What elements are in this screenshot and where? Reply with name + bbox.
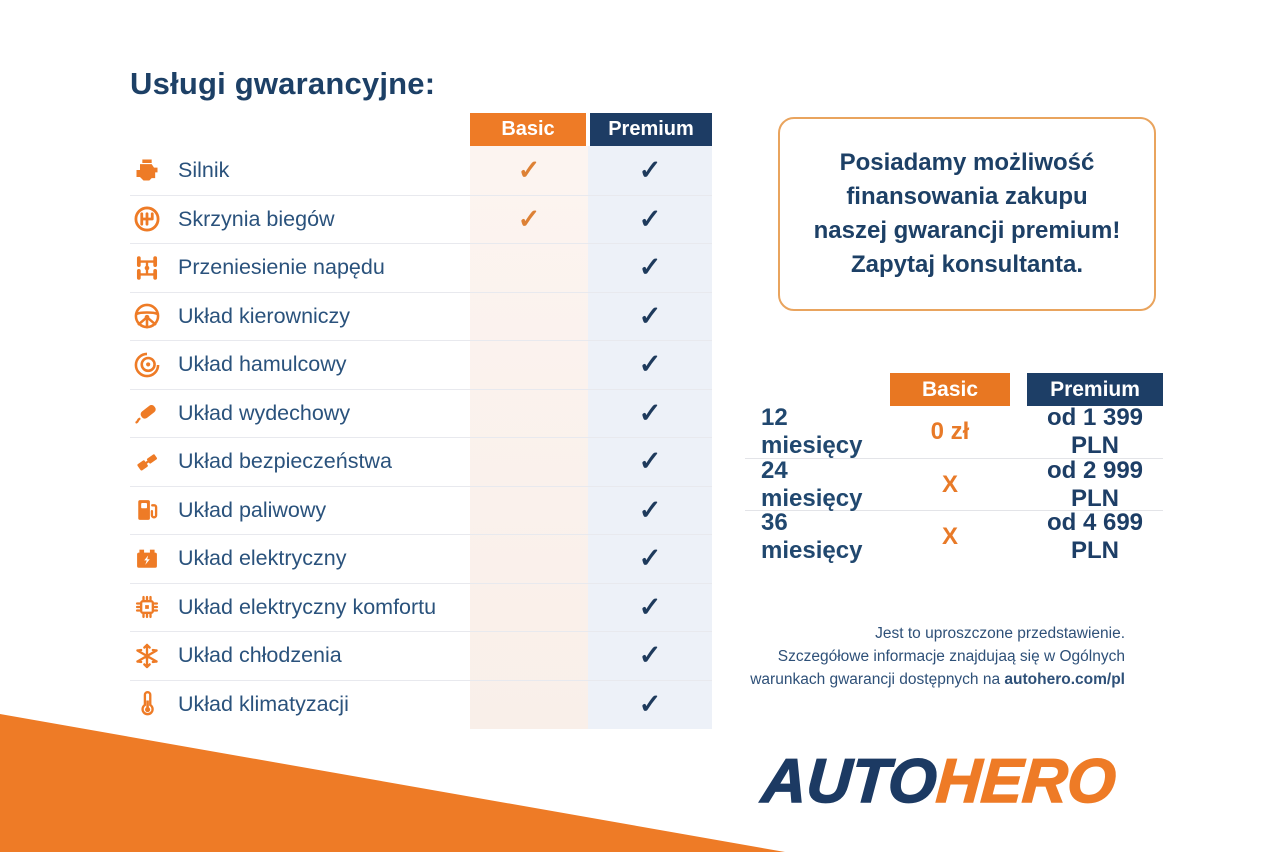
premium-checkmark: ✓ (638, 300, 662, 331)
basic-column-header: Basic (470, 113, 586, 146)
page-title: Usługi gwarancyjne: (130, 66, 436, 101)
pricing-header-row (890, 373, 1163, 406)
row-label: Przeniesienie napędu (178, 255, 385, 280)
premium-checkmark: ✓ (638, 203, 662, 234)
premium-checkmark: ✓ (638, 688, 662, 719)
row-label: Układ elektryczny komfortu (178, 594, 437, 619)
logo-part-auto: AUTO (759, 747, 939, 816)
pricing-premium-value: od 2 999 PLN (1046, 456, 1144, 512)
premium-checkmark: ✓ (638, 154, 662, 185)
pricing-basic-value: X (941, 522, 958, 550)
table-row (130, 534, 712, 583)
disclaimer-line: warunkach gwarancji dostępnych na autohero.com/pl (750, 671, 1125, 688)
autohero-logo (760, 746, 1119, 817)
logo-part-hero: HERO (934, 747, 1119, 816)
premium-checkmark: ✓ (638, 494, 662, 525)
disclaimer-line: Szczegółowe informacje znajdujaą się w Ogólnych (777, 648, 1125, 665)
basic-checkmark: ✓ (517, 203, 541, 234)
pricing-basic-value: X (941, 470, 958, 498)
promo-line: finansowania zakupu (846, 183, 1088, 210)
basic-checkmark: ✓ (517, 154, 541, 185)
premium-checkmark: ✓ (638, 591, 662, 622)
table-row (130, 486, 712, 535)
pricing-period: 24 miesięcy (761, 456, 863, 512)
pricing-row (745, 458, 1163, 510)
fuel-pump-icon (132, 495, 162, 525)
premium-column-header: Premium (588, 113, 712, 146)
row-label: Układ chłodzenia (178, 643, 342, 668)
promo-line: Posiadamy możliwość (839, 149, 1095, 176)
table-row (130, 340, 712, 389)
premium-checkmark: ✓ (638, 446, 662, 477)
pricing-period: 12 miesięcy (761, 404, 863, 459)
exhaust-icon (132, 398, 162, 428)
row-label: Układ bezpieczeństwa (178, 449, 392, 474)
table-row (130, 292, 712, 341)
disclaimer-text (725, 622, 1125, 691)
premium-checkmark: ✓ (638, 252, 662, 283)
engine-icon (132, 155, 162, 185)
promo-line: Zapytaj konsultanta. (850, 251, 1084, 278)
pricing-table (745, 373, 1163, 562)
pricing-row (745, 406, 1163, 458)
disclaimer-line: Jest to uproszczone przedstawienie. (875, 625, 1125, 642)
chip-icon (132, 592, 162, 622)
financing-promo-box (778, 117, 1156, 311)
row-label: Układ hamulcowy (178, 352, 347, 377)
premium-checkmark: ✓ (638, 349, 662, 380)
row-label: Układ kierowniczy (178, 303, 351, 328)
pricing-basic-value: 0 zł (930, 418, 970, 445)
pricing-premium-header: Premium (1027, 373, 1163, 406)
row-label: Układ elektryczny (178, 546, 347, 571)
thermometer-icon (132, 689, 162, 719)
table-row (130, 243, 712, 292)
orange-corner-shape (0, 714, 785, 852)
pricing-basic-header: Basic (890, 373, 1010, 406)
pricing-period: 36 miesięcy (761, 508, 863, 564)
table-row (130, 195, 712, 244)
row-label: Układ klimatyzacji (178, 691, 349, 716)
premium-checkmark: ✓ (638, 397, 662, 428)
drivetrain-icon (132, 253, 162, 283)
pricing-premium-value: od 1 399 PLN (1046, 404, 1144, 459)
table-row (130, 680, 712, 729)
website-url: autohero.com/pl (1004, 671, 1125, 688)
pricing-row (745, 510, 1163, 562)
brake-icon (132, 350, 162, 380)
promo-line: naszej gwarancji premium! (813, 217, 1121, 244)
gearbox-icon (132, 204, 162, 234)
premium-checkmark: ✓ (638, 543, 662, 574)
seatbelt-icon (132, 447, 162, 477)
steering-wheel-icon (132, 301, 162, 331)
table-row (130, 437, 712, 486)
pricing-premium-value: od 4 699 PLN (1046, 508, 1144, 564)
row-label: Układ wydechowy (178, 400, 351, 425)
row-label: Skrzynia biegów (178, 206, 335, 231)
premium-checkmark: ✓ (638, 640, 662, 671)
table-row (130, 146, 712, 195)
table-row (130, 631, 712, 680)
table-row (130, 583, 712, 632)
row-label: Silnik (178, 157, 230, 182)
row-label: Układ paliwowy (178, 497, 327, 522)
snowflake-icon (132, 641, 162, 671)
table-row (130, 389, 712, 438)
warranty-rows (130, 146, 712, 728)
battery-icon (132, 544, 162, 574)
